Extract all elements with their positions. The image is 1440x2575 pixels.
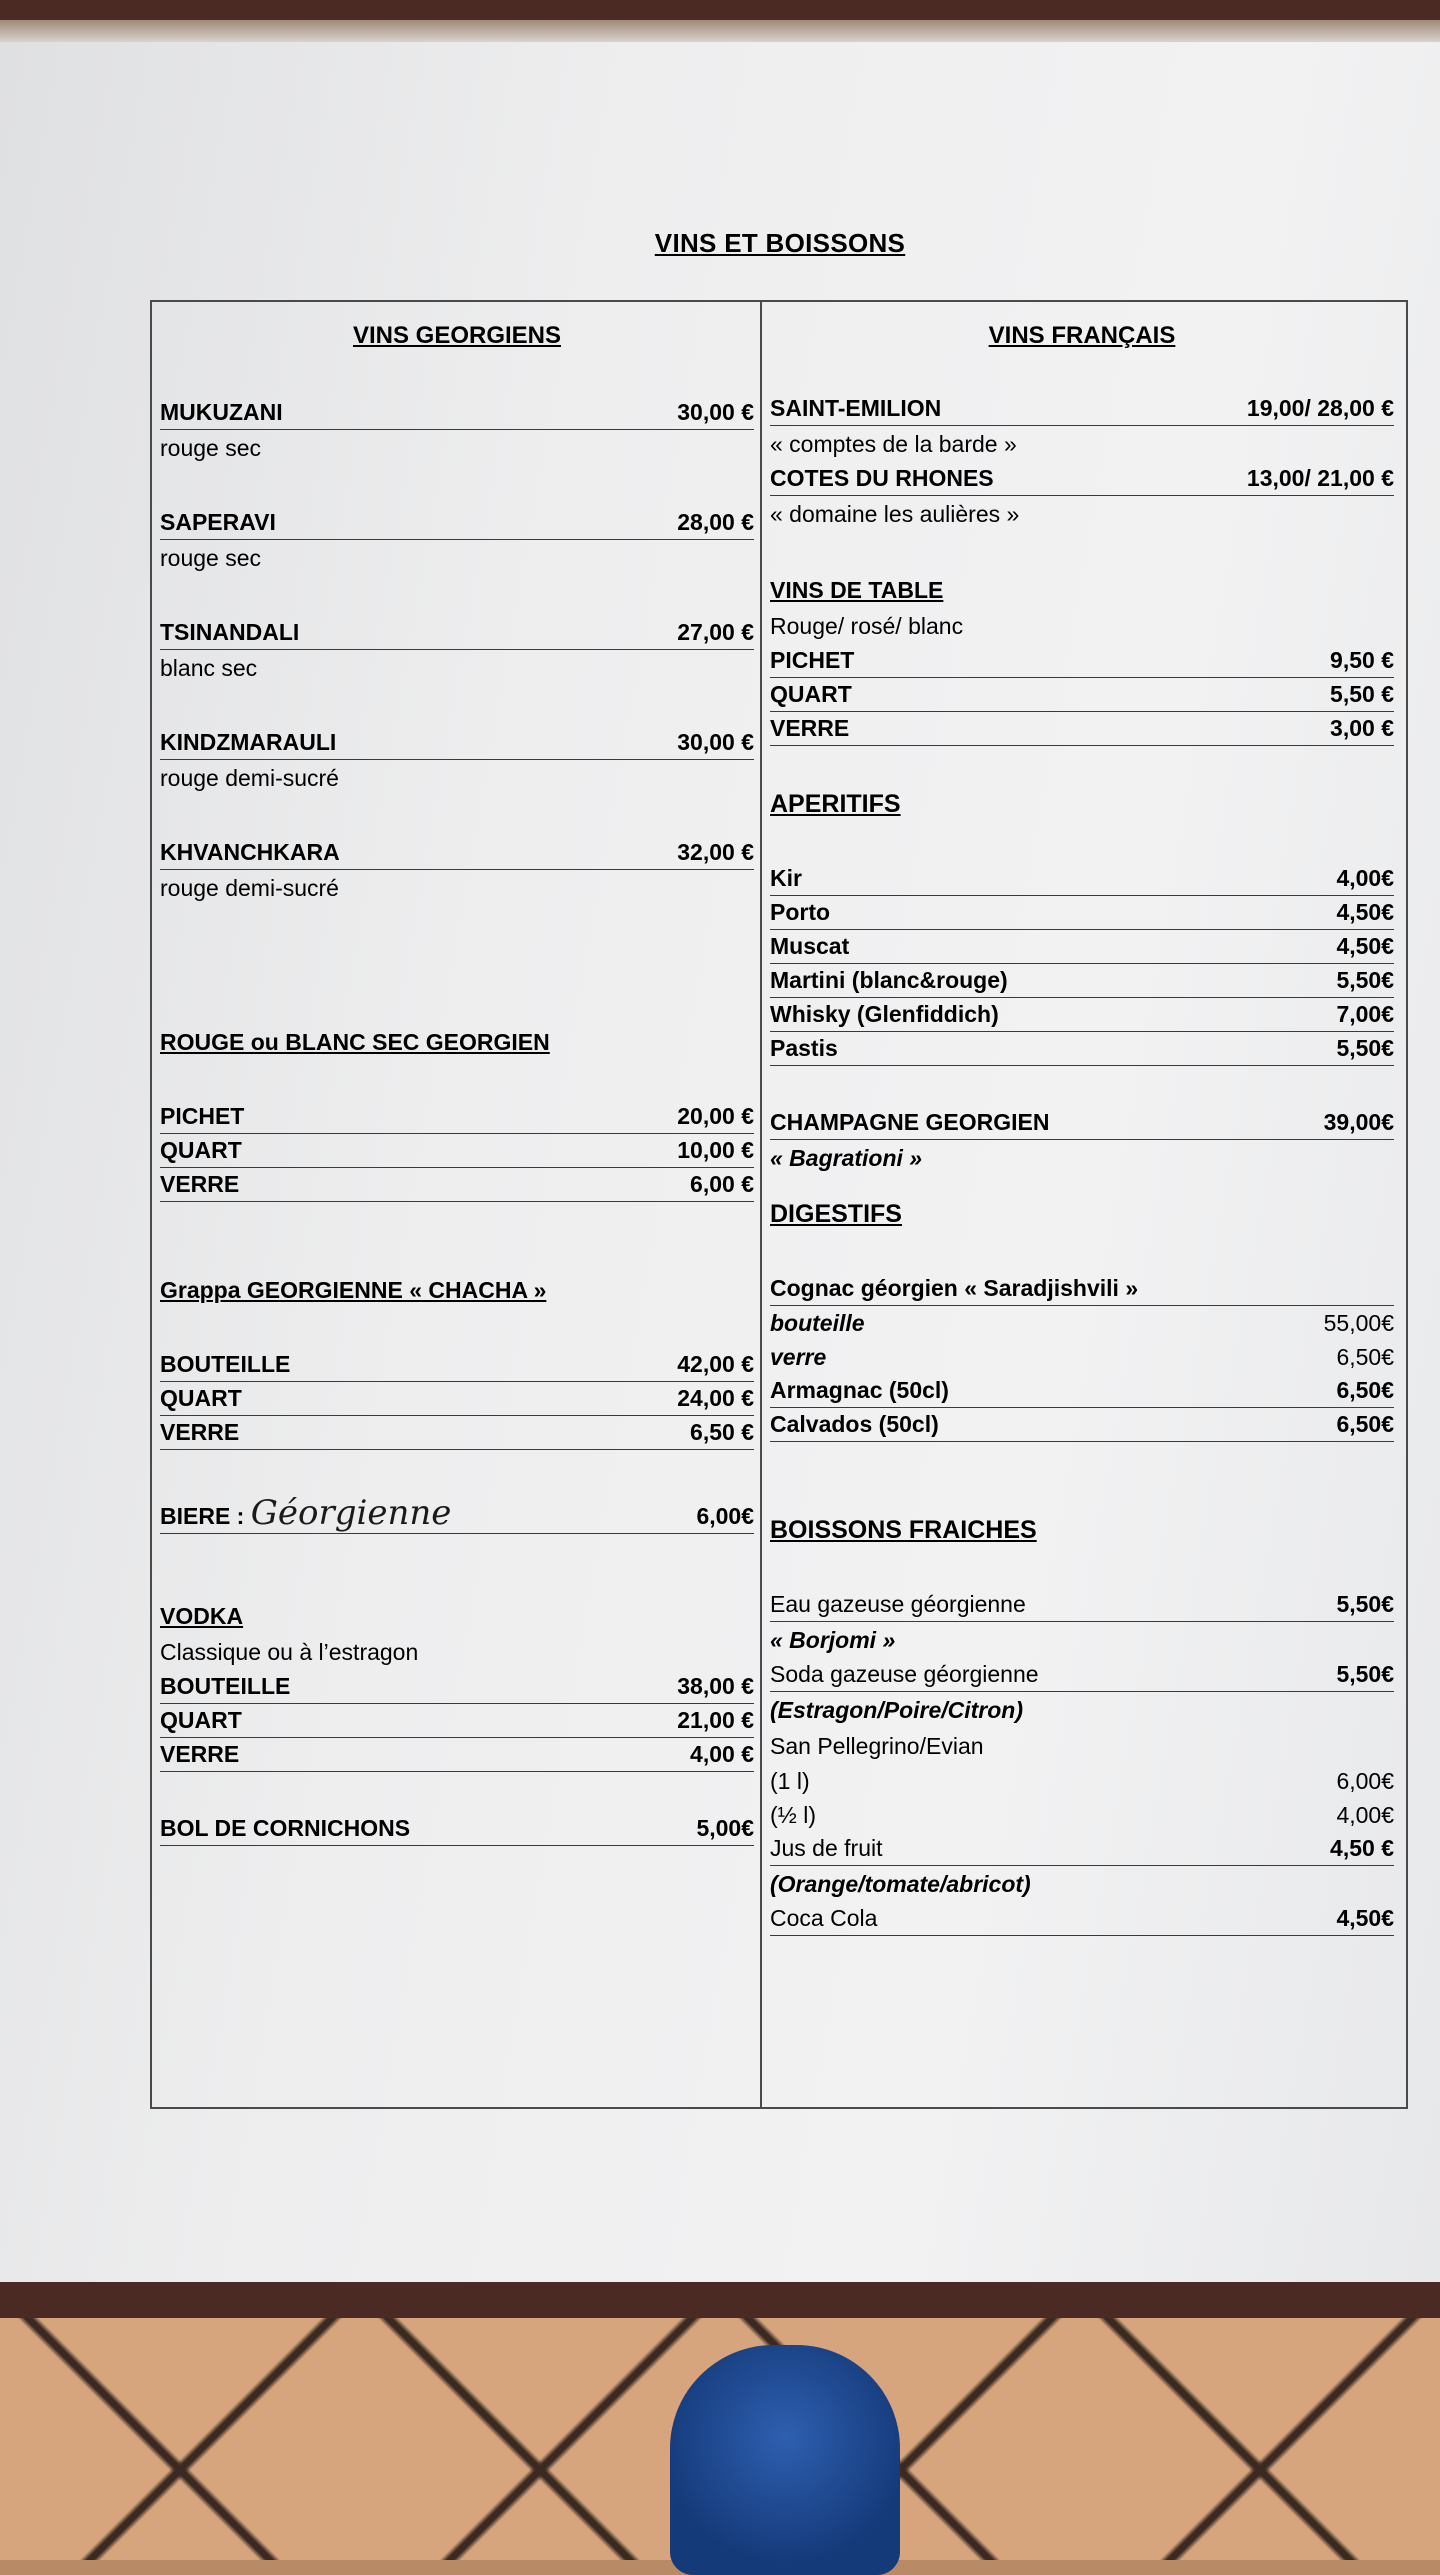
price-row: Kir 4,00€: [770, 862, 1394, 896]
section-vodka: VODKA: [160, 1603, 244, 1629]
section-boissons-fraiches: BOISSONS FRAICHES: [770, 1516, 1037, 1544]
section-rouge-blanc: ROUGE ou BLANC SEC GEORGIEN: [160, 1029, 550, 1055]
price-row: VERRE 3,00 €: [770, 712, 1394, 746]
wine-note: rouge sec: [160, 435, 262, 461]
vodka-note: Classique ou à l’estragon: [160, 1639, 419, 1665]
wine-row: MUKUZANI 30,00 €: [160, 396, 754, 430]
wine-row: COTES DU RHONES 13,00/ 21,00 €: [770, 462, 1394, 496]
champagne-row: CHAMPAGNE GEORGIEN 39,00€: [770, 1106, 1394, 1140]
soda-note: (Estragon/Poire/Citron): [770, 1697, 1024, 1723]
section-grappa: Grappa GEORGIENNE « CHACHA »: [160, 1277, 547, 1303]
price-row: (1 l) 6,00€: [770, 1768, 1394, 1794]
heading-vins-francais: VINS FRANÇAIS: [988, 322, 1176, 349]
price-row: QUART 24,00 €: [160, 1382, 754, 1416]
price-row: PICHET 20,00 €: [160, 1100, 754, 1134]
price-row: Porto 4,50€: [770, 896, 1394, 930]
wine-note: rouge sec: [160, 545, 262, 571]
price-row: verre 6,50€: [770, 1344, 1394, 1370]
wine-note: rouge demi-sucré: [160, 875, 339, 901]
column-french: [770, 302, 1394, 1936]
column-georgian: [160, 302, 754, 1846]
price-row: Muscat 4,50€: [770, 930, 1394, 964]
price-row: QUART 21,00 €: [160, 1704, 754, 1738]
price-row: BOUTEILLE 42,00 €: [160, 1348, 754, 1382]
price-row: Calvados (50cl) 6,50€: [770, 1408, 1394, 1442]
wine-row: KHVANCHKARA 32,00 €: [160, 836, 754, 870]
price-row: VERRE 6,50 €: [160, 1416, 754, 1450]
wine-row: TSINANDALI 27,00 €: [160, 616, 754, 650]
jus-note: (Orange/tomate/abricot): [770, 1871, 1031, 1897]
price-row: Soda gazeuse géorgienne 5,50€: [770, 1658, 1394, 1692]
column-divider: [760, 302, 762, 2107]
price-row: VERRE 6,00 €: [160, 1168, 754, 1202]
cornichons-row: BOL DE CORNICHONS 5,00€: [160, 1812, 754, 1846]
price-row: VERRE 4,00 €: [160, 1738, 754, 1772]
price-row: QUART 5,50 €: [770, 678, 1394, 712]
price-row: Pastis 5,50€: [770, 1032, 1394, 1066]
wine-note: blanc sec: [160, 655, 258, 681]
wine-note: « comptes de la barde »: [770, 431, 1017, 457]
page-title: VINS ET BOISSONS: [654, 228, 906, 258]
section-aperitifs: APERITIFS: [770, 790, 901, 818]
eau-note: « Borjomi »: [770, 1627, 896, 1653]
price-row: QUART 10,00 €: [160, 1134, 754, 1168]
pellegrino-label: San Pellegrino/Evian: [770, 1733, 984, 1759]
price-row: bouteille 55,00€: [770, 1310, 1394, 1336]
biere-row: BIERE : Géorgienne 6,00€: [160, 1490, 754, 1534]
shoe: [670, 2345, 900, 2575]
wine-row: SAINT-EMILION 19,00/ 28,00 €: [770, 392, 1394, 426]
price-row: Martini (blanc&rouge) 5,50€: [770, 964, 1394, 998]
price-row: PICHET 9,50 €: [770, 644, 1394, 678]
heading-vins-georgiens: VINS GEORGIENS: [352, 322, 562, 349]
section-vins-de-table: VINS DE TABLE: [770, 577, 944, 603]
table-note: Rouge/ rosé/ blanc: [770, 613, 964, 639]
wine-row: KINDZMARAULI 30,00 €: [160, 726, 754, 760]
champagne-note: « Bagrationi »: [770, 1145, 923, 1171]
wine-note: « domaine les aulières »: [770, 501, 1020, 527]
handwritten-text: Géorgienne: [250, 1493, 452, 1533]
price-row: Jus de fruit 4,50 €: [770, 1832, 1394, 1866]
plastic-sleeve-edge: [0, 20, 1440, 42]
wine-row: SAPERAVI 28,00 €: [160, 506, 754, 540]
section-digestifs: DIGESTIFS: [770, 1200, 902, 1228]
cognac-row: Cognac géorgien « Saradjishvili »: [770, 1272, 1394, 1306]
price-row: Coca Cola 4,50€: [770, 1902, 1394, 1936]
price-row: Whisky (Glenfiddich) 7,00€: [770, 998, 1394, 1032]
price-row: Armagnac (50cl) 6,50€: [770, 1374, 1394, 1408]
wine-note: rouge demi-sucré: [160, 765, 339, 791]
price-row: (½ l) 4,00€: [770, 1802, 1394, 1828]
price-row: Eau gazeuse géorgienne 5,50€: [770, 1588, 1394, 1622]
price-row: BOUTEILLE 38,00 €: [160, 1670, 754, 1704]
